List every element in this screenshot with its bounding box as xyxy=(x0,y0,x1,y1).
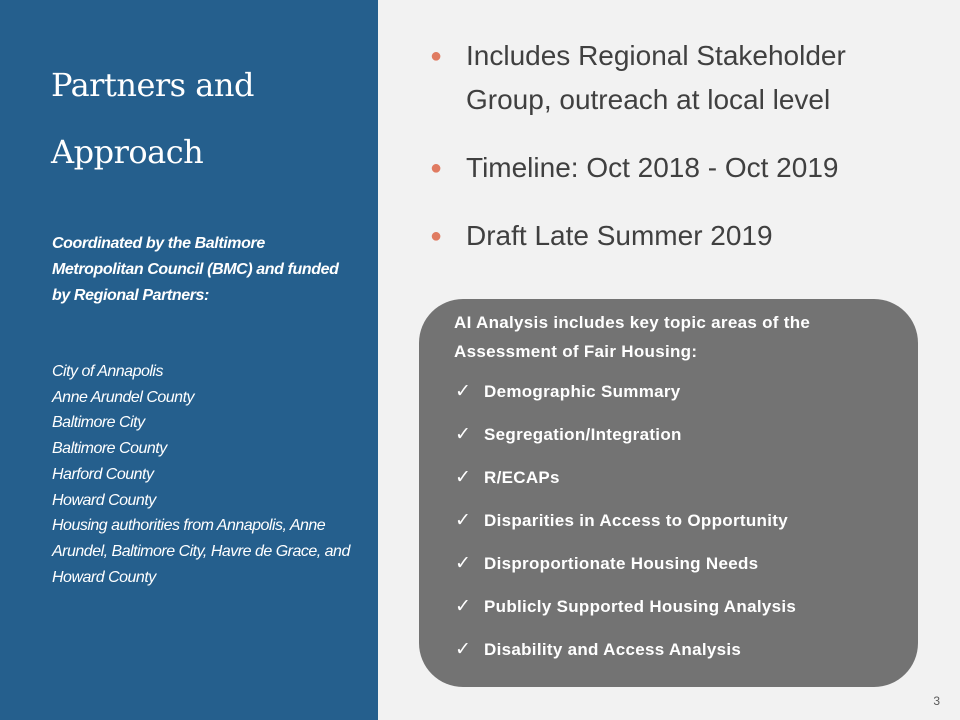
bullet-dot-icon: ● xyxy=(430,45,443,67)
topic-list xyxy=(455,374,796,675)
partner-item: Baltimore County xyxy=(52,440,167,458)
checkmark-icon: ✓ xyxy=(455,424,472,445)
topic-text: Publicly Supported Housing Analysis xyxy=(484,597,797,616)
topic-text: Disability and Access Analysis xyxy=(484,640,742,659)
slide-title: Partners and Approach xyxy=(51,66,254,171)
bullet-dot-icon: ● xyxy=(430,225,443,247)
analysis-intro: AI Analysis includes key topic areas of the Assessment of Fair Housing: xyxy=(454,313,811,361)
checkmark-icon: ✓ xyxy=(455,596,472,617)
topic-item xyxy=(455,632,796,675)
checkmark-icon: ✓ xyxy=(455,381,472,402)
partner-item: Harford County xyxy=(52,465,154,483)
page-number: 3 xyxy=(933,694,940,708)
topic-item xyxy=(455,546,796,589)
partner-item: Anne Arundel County xyxy=(52,388,195,406)
checkmark-icon: ✓ xyxy=(455,553,472,574)
topic-text: R/ECAPs xyxy=(484,468,560,487)
bullet-item xyxy=(430,146,930,190)
bullet-text: Draft Late Summer 2019 xyxy=(466,220,773,251)
topic-item xyxy=(455,589,796,632)
main-bullet-list xyxy=(430,34,930,258)
sidebar-intro: Coordinated by the Baltimore Metropolitan Council (BMC) and funded by Regional Partners: xyxy=(52,235,339,304)
checkmark-icon: ✓ xyxy=(455,639,472,660)
topic-text: Disproportionate Housing Needs xyxy=(484,554,759,573)
partner-item: Howard County xyxy=(52,491,156,509)
topic-item xyxy=(455,374,796,417)
bullet-item xyxy=(430,34,930,122)
analysis-box xyxy=(419,299,918,687)
topic-item xyxy=(455,417,796,460)
checkmark-icon: ✓ xyxy=(455,467,472,488)
topic-item xyxy=(455,503,796,546)
bullet-text: Timeline: Oct 2018 - Oct 2019 xyxy=(466,152,839,183)
bullet-dot-icon: ● xyxy=(430,157,443,179)
bullet-text: Includes Regional Stakeholder Group, outreach at local level xyxy=(466,40,846,115)
topic-text: Segregation/Integration xyxy=(484,425,682,444)
topic-text: Demographic Summary xyxy=(484,382,681,401)
topic-text: Disparities in Access to Opportunity xyxy=(484,511,788,530)
partner-item: Housing authorities from Annapolis, Anne Arundel, Baltimore City, Havre de Grace, and Howard County xyxy=(52,517,350,586)
topic-item xyxy=(455,460,796,503)
bullet-item xyxy=(430,214,930,258)
checkmark-icon: ✓ xyxy=(455,510,472,531)
partner-item: Baltimore City xyxy=(52,414,145,432)
partner-list xyxy=(52,359,352,590)
sidebar-panel xyxy=(0,0,378,720)
partner-item: City of Annapolis xyxy=(52,363,163,380)
